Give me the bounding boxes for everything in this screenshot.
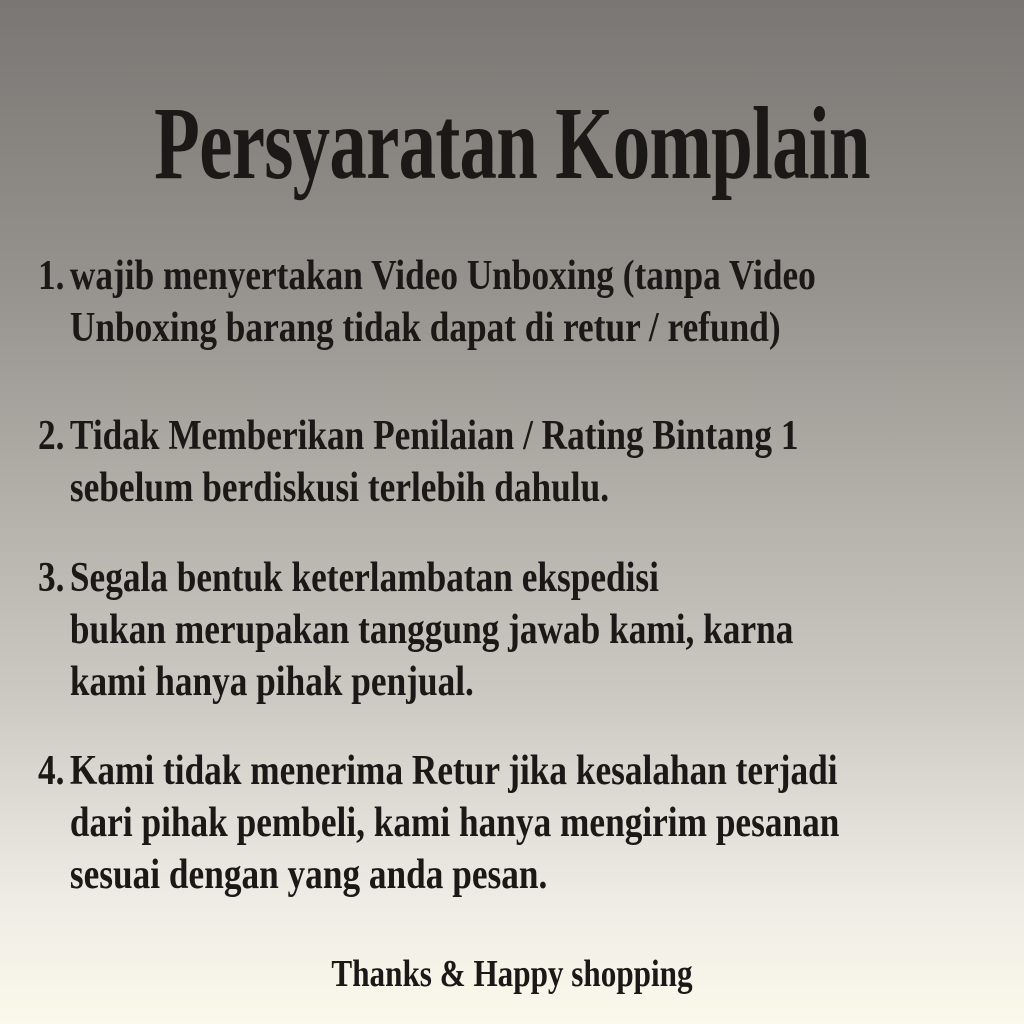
- item-line: Unboxing barang tidak dapat di retur / refund): [69, 305, 781, 351]
- list-item: [38, 745, 866, 901]
- item-text: [70, 250, 816, 354]
- item-line: dari pihak pembeli, kami hanya mengirim pesanan: [69, 800, 840, 846]
- item-number: 2.: [38, 413, 65, 459]
- item-number: 4.: [38, 748, 65, 794]
- item-line: sebelum berdiskusi terlebih dahulu.: [69, 465, 610, 511]
- list-item: [38, 410, 866, 514]
- item-number: 3.: [38, 555, 65, 601]
- list-item: [38, 250, 866, 354]
- item-line: Kami tidak menerima Retur jika kesalahan terjadi: [69, 748, 838, 794]
- item-line: Tidak Memberikan Penilaian / Rating Bintang 1: [69, 413, 799, 459]
- list-item: [38, 552, 866, 708]
- item-text: [70, 410, 799, 514]
- item-number: 1.: [38, 253, 65, 299]
- item-text: [70, 552, 793, 708]
- item-text: [70, 745, 839, 901]
- item-line: kami hanya pihak penjual.: [69, 659, 474, 705]
- item-line: bukan merupakan tanggung jawab kami, karna: [69, 607, 794, 653]
- item-line: Segala bentuk keterlambatan ekspedisi: [69, 555, 659, 601]
- footer-text: Thanks & Happy shopping: [331, 953, 693, 995]
- page-title: Persyaratan Komplain: [154, 86, 870, 201]
- item-line: wajib menyertakan Video Unboxing (tanpa Video: [69, 253, 816, 299]
- complaint-list: [0, 250, 1024, 901]
- item-line: sesuai dengan yang anda pesan.: [69, 852, 548, 898]
